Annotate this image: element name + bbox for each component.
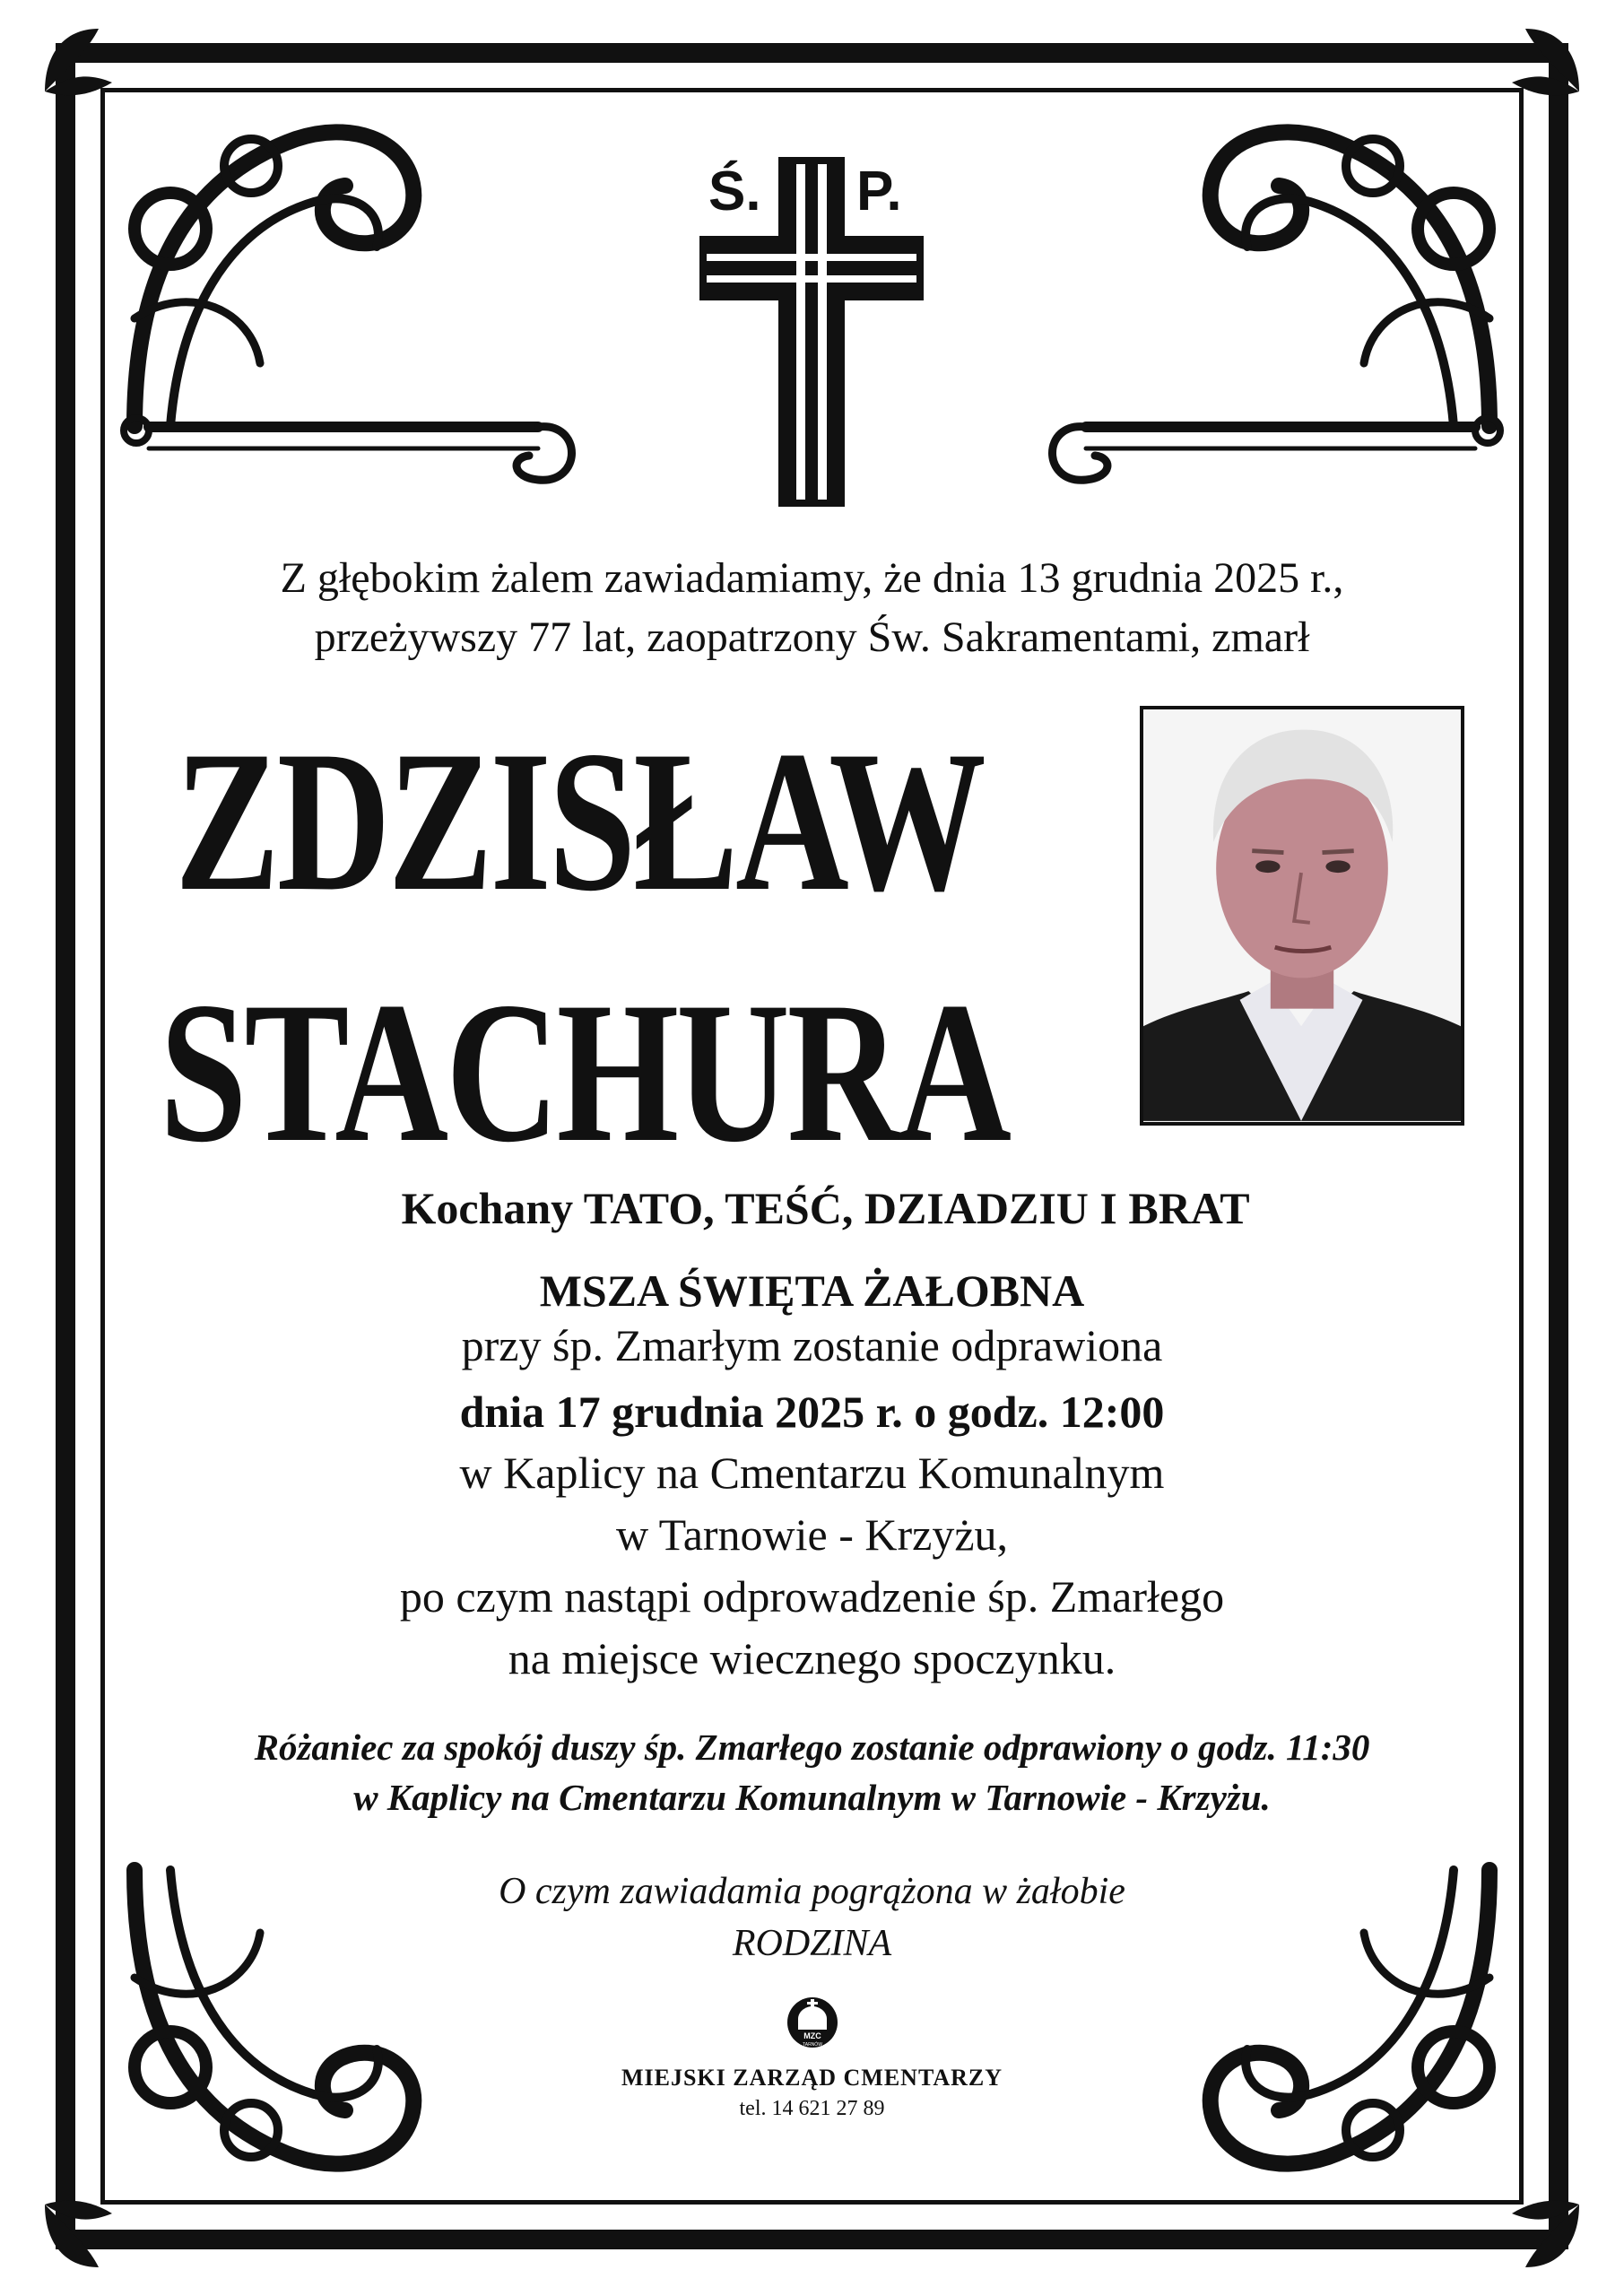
mass-title: MSZA ŚWIĘTA ŻAŁOBNA bbox=[539, 1265, 1085, 1316]
intro-line-1: Z głębokim żalem zawiadamiamy, że dnia 13 grudnia 2025 r., bbox=[280, 554, 1344, 602]
organization-phone: tel. 14 621 27 89 bbox=[739, 2097, 885, 2120]
logo-subtext: TARNÓW bbox=[803, 2042, 822, 2048]
closing-family: RODZINA bbox=[732, 1923, 892, 1964]
mass-line-4: po czym nastąpi odprowadzenie śp. Zmarłego bbox=[399, 1571, 1225, 1622]
first-name: ZDZISŁAW bbox=[175, 709, 984, 933]
leaf-ornament-icon bbox=[1507, 20, 1588, 100]
mass-line-5: na miejsce wiecznego spoczynku. bbox=[508, 1633, 1116, 1683]
mass-line-2: w Kaplicy na Cmentarzu Komunalnym bbox=[459, 1448, 1165, 1498]
left-scroll-ornament bbox=[117, 395, 583, 493]
leaf-ornament-icon bbox=[36, 2196, 117, 2276]
last-name: STACHURA bbox=[160, 960, 1009, 1184]
sp-left-letter: Ś. bbox=[708, 161, 761, 222]
rosary-line-2: w Kaplicy na Cmentarzu Komunalnym w Tarnowie - Krzyżu. bbox=[353, 1777, 1271, 1818]
sp-right-letter: P. bbox=[856, 161, 902, 222]
rosary-line-1: Różaniec za spokój duszy śp. Zmarłego zostanie odprawiony o godz. 11:30 bbox=[254, 1726, 1370, 1768]
mass-line-1: przy śp. Zmarłym zostanie odprawiona bbox=[461, 1320, 1163, 1370]
flourish-ornament-icon bbox=[1167, 103, 1507, 444]
closing-line-1: O czym zawiadamia pogrążona w żałobie bbox=[499, 1871, 1125, 1912]
mass-line-3: w Tarnowie - Krzyżu, bbox=[615, 1509, 1009, 1560]
chapel-logo-icon bbox=[786, 1996, 839, 2049]
mass-date: dnia 17 grudnia 2025 r. o godz. 12:00 bbox=[459, 1387, 1165, 1437]
relation-line: Kochany TATO, TEŚĆ, DZIADZIU I BRAT bbox=[401, 1183, 1250, 1233]
organization-name: MIEJSKI ZARZĄD CMENTARZY bbox=[621, 2065, 1003, 2091]
logo-text: MZC bbox=[803, 2031, 821, 2040]
leaf-ornament-icon bbox=[1507, 2196, 1588, 2276]
right-scroll-ornament bbox=[1041, 395, 1507, 493]
flourish-ornament-icon bbox=[117, 103, 457, 444]
intro-line-2: przeżywszy 77 lat, zaopatrzony Św. Sakramentami, zmarł bbox=[314, 613, 1310, 661]
leaf-ornament-icon bbox=[36, 20, 117, 100]
portrait-photo bbox=[1140, 706, 1464, 1126]
